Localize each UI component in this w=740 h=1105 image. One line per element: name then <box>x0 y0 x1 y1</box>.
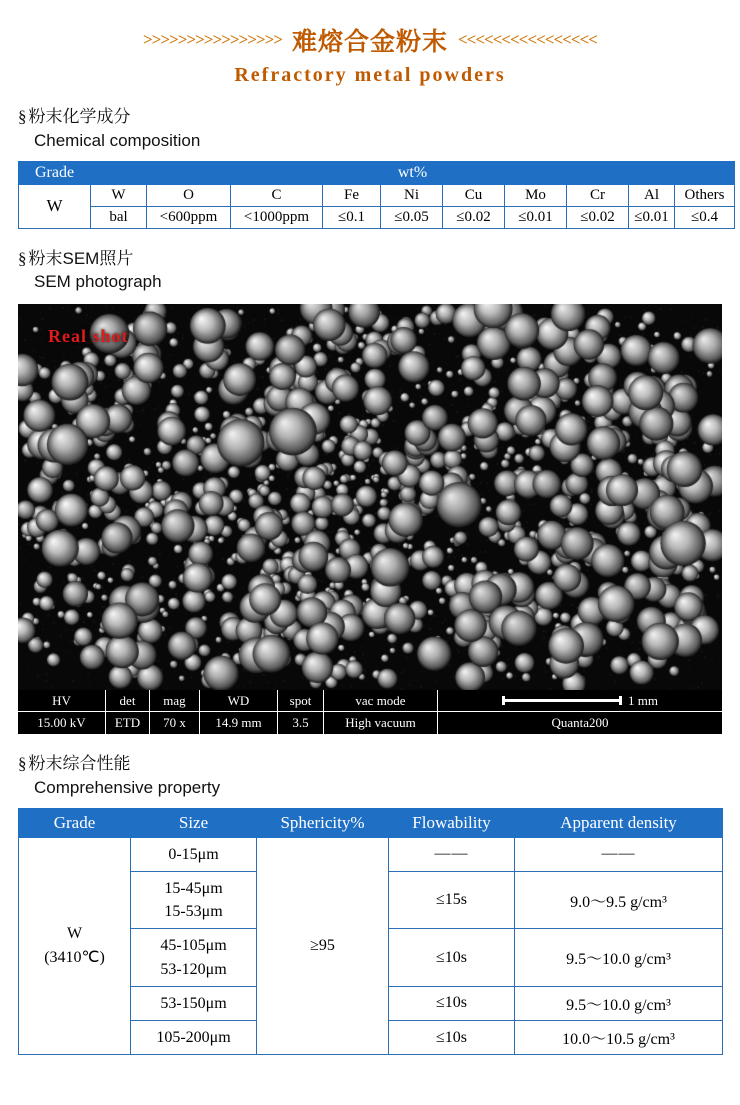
sem-det-label: det <box>106 690 149 712</box>
prop-flowability-3: ≤10s <box>389 986 515 1020</box>
chem-value-0: bal <box>91 206 147 228</box>
sem-hv-label: HV <box>18 690 105 712</box>
prop-flowability-1: ≤15s <box>389 871 515 928</box>
prop-grade-temp: (3410℃) <box>44 948 105 966</box>
section-mark-icon: § <box>18 107 27 126</box>
prop-density-0: —— <box>515 837 723 871</box>
chem-value-2: <1000ppm <box>231 206 323 228</box>
prop-grade-name: W <box>66 924 83 942</box>
property-table-wrap <box>18 808 722 1055</box>
chem-value-6: ≤0.01 <box>505 206 567 228</box>
sem-scale-row <box>438 690 722 712</box>
prop-size-3: 53-150μm <box>131 986 257 1020</box>
comprehensive-property-table <box>18 808 723 1055</box>
sem-info-bar <box>18 690 722 734</box>
sem-vac-value: High vacuum <box>345 715 416 731</box>
sem-photograph <box>18 304 722 734</box>
prop-density-4: 10.0～10.5 g/cm³ <box>515 1020 723 1054</box>
prop-size-2-line1: 45-105μm <box>160 937 227 955</box>
chem-element-9: Others <box>675 184 735 206</box>
header-title-row <box>0 22 740 58</box>
prop-header-grade: Grade <box>19 808 131 837</box>
table-row-elements <box>19 184 735 206</box>
chem-header-wt: wt% <box>91 161 735 184</box>
chem-header-grade: Grade <box>19 161 91 184</box>
chem-value-3: ≤0.1 <box>323 206 381 228</box>
chem-element-2: C <box>231 184 323 206</box>
page-title-cn: 难熔合金粉末 <box>291 28 448 56</box>
prop-size-1-line1: 15-45μm <box>164 879 223 897</box>
chem-element-0: W <box>91 184 147 206</box>
sem-scale-column <box>438 690 722 734</box>
table-row-values <box>19 206 735 228</box>
table-row-header <box>19 808 723 837</box>
prop-header-size: Size <box>131 808 257 837</box>
section-chemical-cn-text: 粉末化学成分 <box>28 107 131 126</box>
prop-size-1-line2: 15-53μm <box>164 903 223 921</box>
chem-value-4: ≤0.05 <box>381 206 443 228</box>
prop-size-2-line2: 53-120μm <box>160 960 227 978</box>
section-property-cn-text: 粉末综合性能 <box>28 754 131 774</box>
chem-value-1: <600ppm <box>147 206 231 228</box>
section-heading-chemical <box>18 105 740 153</box>
section-chemical-cn <box>18 105 740 129</box>
chem-element-8: Al <box>629 184 675 206</box>
prop-flowability-4: ≤10s <box>389 1020 515 1054</box>
sem-hv-value: 15.00 kV <box>37 715 86 731</box>
prop-size-4: 105-200μm <box>131 1020 257 1054</box>
prop-size-1 <box>131 871 257 928</box>
arrows-right-icon: <<<<<<<<<<<<<<<< <box>458 30 597 49</box>
prop-size-0: 0-15μm <box>131 837 257 871</box>
chem-grade-value: W <box>19 184 91 228</box>
section-mark-icon: § <box>18 248 27 268</box>
prop-flowability-2: ≤10s <box>389 929 515 986</box>
chemical-composition-table <box>18 161 735 229</box>
section-sem-cn <box>18 247 740 271</box>
section-mark-icon: § <box>18 754 27 774</box>
sem-spot-label: spot <box>278 690 323 712</box>
chem-element-1: O <box>147 184 231 206</box>
chem-value-9: ≤0.4 <box>675 206 735 228</box>
sem-mag-column <box>150 690 200 734</box>
table-row <box>19 837 723 871</box>
prop-grade-cell <box>19 837 131 1054</box>
sem-wd-value: 14.9 mm <box>215 715 262 731</box>
chem-value-7: ≤0.02 <box>567 206 629 228</box>
real-shot-watermark: Real shot <box>48 326 129 347</box>
table-row-header <box>19 161 735 184</box>
section-property-en: Comprehensive property <box>34 777 221 797</box>
sem-spot-column <box>278 690 324 734</box>
chem-value-5: ≤0.02 <box>443 206 505 228</box>
sem-wd-label: WD <box>200 690 277 712</box>
chem-element-6: Mo <box>505 184 567 206</box>
sem-scale-label: 1 mm <box>628 692 658 708</box>
prop-header-sphericity: Sphericity% <box>257 808 389 837</box>
prop-sphericity-value: ≥95 <box>257 837 389 1054</box>
chem-element-3: Fe <box>323 184 381 206</box>
prop-header-flowability: Flowability <box>389 808 515 837</box>
sem-wd-column <box>200 690 278 734</box>
chemical-composition-table-wrap <box>18 161 725 229</box>
chem-element-4: Ni <box>381 184 443 206</box>
arrows-left-icon: >>>>>>>>>>>>>>>> <box>142 30 282 49</box>
sem-vac-column <box>324 690 438 734</box>
sem-mag-value: 70 x <box>163 715 186 731</box>
page-title-en: Refractory metal powders <box>234 64 506 86</box>
scale-bar-icon <box>502 699 622 702</box>
sem-spot-value: 3.5 <box>292 715 309 731</box>
prop-density-2: 9.5～10.0 g/cm³ <box>515 929 723 986</box>
section-heading-sem <box>18 247 740 295</box>
sem-instrument-label: Quanta200 <box>551 715 609 731</box>
prop-density-1: 9.0～9.5 g/cm³ <box>515 871 723 928</box>
sem-image <box>18 304 722 734</box>
sem-det-value: ETD <box>114 715 141 731</box>
sem-vac-label: vac mode <box>324 690 437 712</box>
chem-value-8: ≤0.01 <box>629 206 675 228</box>
sem-mag-label: mag <box>150 690 199 712</box>
sem-det-column <box>106 690 150 734</box>
chem-element-5: Cu <box>443 184 505 206</box>
section-sem-en: SEM photograph <box>34 272 162 292</box>
prop-density-3: 9.5～10.0 g/cm³ <box>515 986 723 1020</box>
section-property-cn <box>18 752 740 776</box>
prop-size-2 <box>131 929 257 986</box>
chem-element-7: Cr <box>567 184 629 206</box>
sem-hv-column <box>18 690 106 734</box>
prop-flowability-0: —— <box>389 837 515 871</box>
page-header <box>0 0 740 87</box>
section-chemical-en: Chemical composition <box>34 130 201 150</box>
section-sem-cn-text: 粉末SEM照片 <box>28 248 134 268</box>
section-heading-property <box>18 752 740 800</box>
prop-header-density: Apparent density <box>515 808 723 837</box>
